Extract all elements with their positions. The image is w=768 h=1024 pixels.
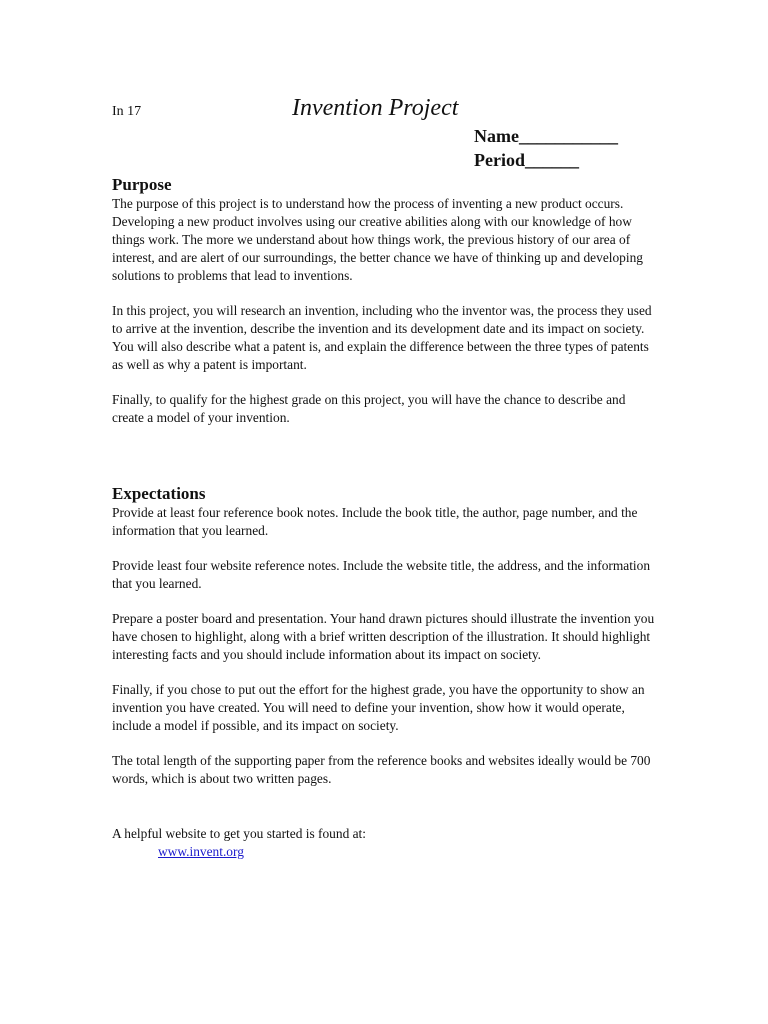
purpose-section <box>112 175 660 444</box>
purpose-paragraph: The purpose of this project is to understand how the process of inventing a new product occurs. Developing a new product involves using our creative abilities along with our knowledge of how things work. The more we understand about how things work, the previous history of our area of interest, and are alert of our surroundings, the better chance we have of thinking up and developing solutions to problems that lead to inventions. <box>112 196 643 283</box>
page-title: Invention Project <box>292 95 459 121</box>
expectations-paragraph: Provide at least four reference book notes. Include the book title, the author, page number, and the information that you learned. <box>112 505 638 538</box>
invent-org-link[interactable]: www.invent.org <box>158 844 244 859</box>
expectations-paragraph: Finally, if you chose to put out the effort for the highest grade, you have the opportunity to show an invention you have created. You will need to define your invention, show how it would operate, include a model if possible, and its impact on society. <box>112 682 645 733</box>
purpose-paragraph: In this project, you will research an invention, including who the inventor was, the process they used to arrive at the invention, describe the invention and its development date and its impact on society. You will also describe what a patent is, and explain the difference between the three types of patents as well as why a patent is important. <box>112 303 652 372</box>
purpose-paragraph: Finally, to qualify for the highest grade on this project, you will have the chance to describe and create a model of your invention. <box>112 392 626 425</box>
expectations-heading: Expectations <box>112 484 206 503</box>
helpful-website-intro: A helpful website to get you started is found at: <box>112 826 367 841</box>
expectations-paragraph: Provide least four website reference notes. Include the website title, the address, and the information that you learned. <box>112 558 651 591</box>
period-field: Period______ <box>474 150 579 170</box>
expectations-section <box>112 484 660 805</box>
name-field: Name___________ <box>474 126 618 146</box>
course-code: In 17 <box>112 104 142 119</box>
helpful-website-block <box>112 825 660 861</box>
purpose-heading: Purpose <box>112 175 172 194</box>
expectations-paragraph: Prepare a poster board and presentation. Your hand drawn pictures should illustrate the invention you have chosen to highlight, along with a brief written description of the illustration. It should highlight interesting facts and you should include information about its impact on society. <box>112 611 655 662</box>
expectations-paragraph: The total length of the supporting paper from the reference books and websites ideally would be 700 words, which is about two written pages. <box>112 753 651 786</box>
